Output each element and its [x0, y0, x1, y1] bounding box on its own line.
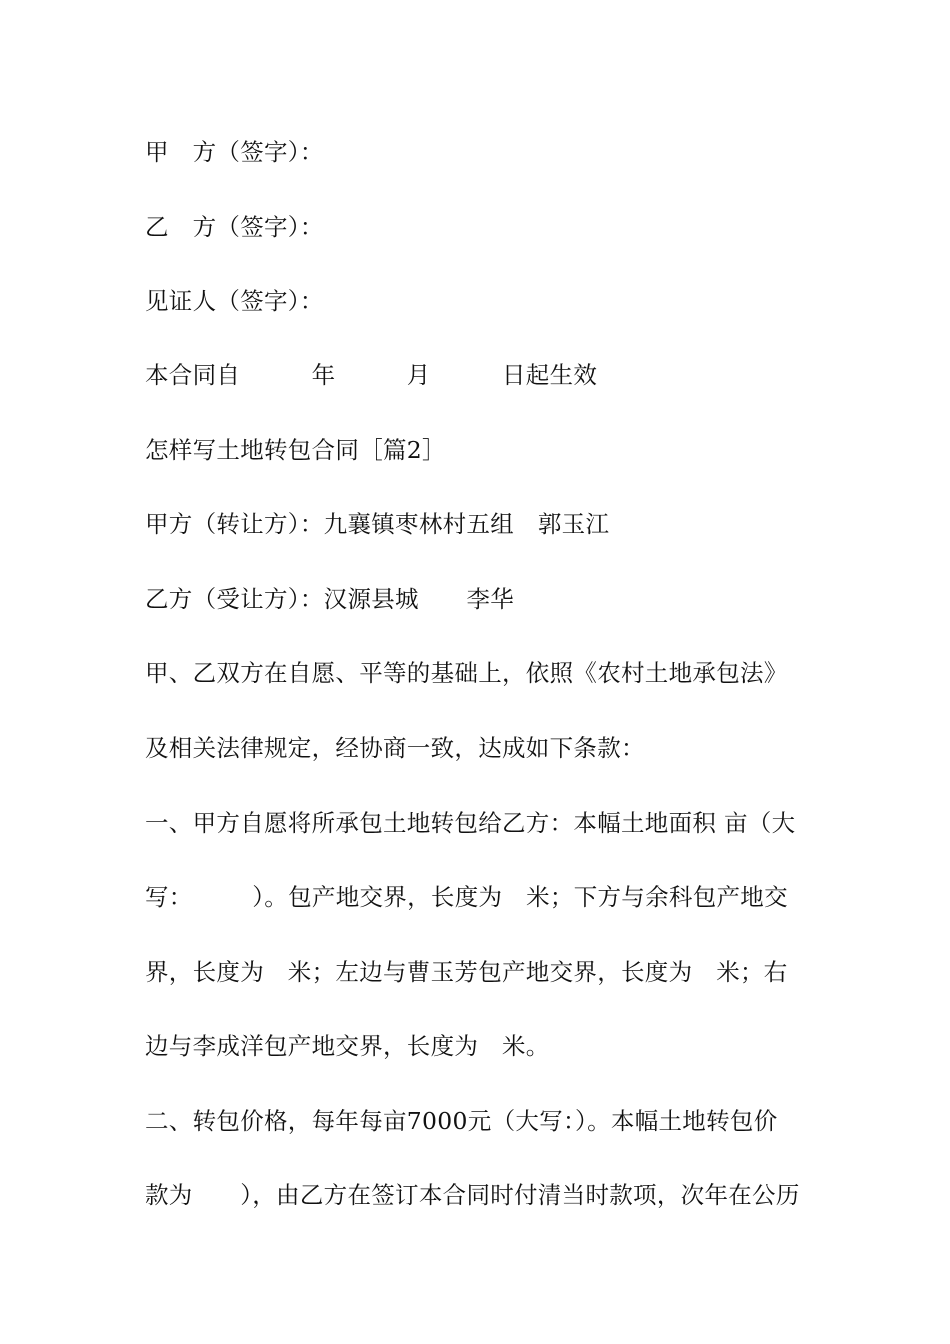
party-b-signature-line: 乙 方（签字）：	[145, 213, 324, 241]
clause-two-line: 款为 ），由乙方在签订本合同时付清当时款项，次年在公历	[145, 1181, 800, 1209]
body-paragraph-line: 及相关法律规定，经协商一致，达成如下条款：	[145, 734, 645, 762]
clause-one-line: 边与李成洋包产地交界，长度为 米。	[145, 1032, 550, 1060]
clause-one-line: 写： ）。包产地交界，长度为 米；下方与余科包产地交	[145, 883, 788, 911]
clause-one-line: 一、甲方自愿将所承包土地转包给乙方：本幅土地面积 亩（大	[145, 809, 796, 837]
body-paragraph-line: 甲、乙双方在自愿、平等的基础上，依照《农村土地承包法》	[145, 659, 788, 687]
party-a-transferor-line: 甲方（转让方）：九襄镇枣林村五组 郭玉江	[145, 510, 610, 538]
party-a-signature-line: 甲 方（签字）：	[145, 138, 324, 166]
party-b-transferee-line: 乙方（受让方）：汉源县城 李华	[145, 585, 515, 613]
clause-two-line: 二、转包价格，每年每亩7000元（大写：）。本幅土地转包价	[145, 1107, 778, 1135]
section-heading: 怎样写土地转包合同［篇2］	[145, 436, 446, 464]
witness-signature-line: 见证人（签字）：	[145, 287, 324, 315]
effective-date-line: 本合同自 年 月 日起生效	[145, 361, 598, 389]
clause-one-line: 界，长度为 米；左边与曹玉芳包产地交界，长度为 米；右	[145, 958, 788, 986]
